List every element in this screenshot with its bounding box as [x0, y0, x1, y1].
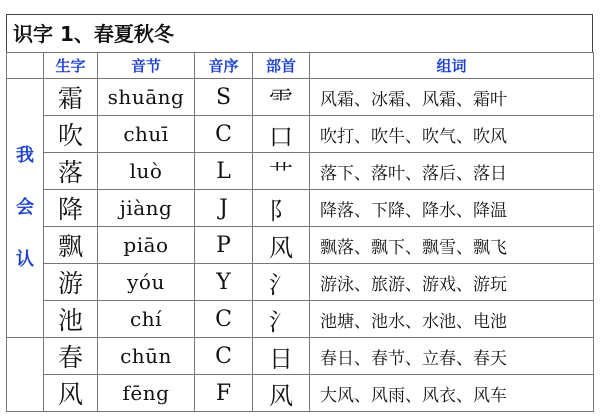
char-cell: 飘	[44, 227, 98, 264]
char-cell: 池	[44, 301, 98, 338]
pinyin-cell: jiàng	[98, 190, 195, 227]
side-label	[7, 79, 44, 338]
char-cell: 落	[44, 153, 98, 190]
char-cell: 风	[44, 375, 98, 412]
words-cell: 游泳、旅游、游戏、游玩	[310, 264, 594, 301]
table-row	[7, 153, 594, 190]
table-row	[7, 264, 594, 301]
words-cell: 池塘、池水、水池、电池	[310, 301, 594, 338]
radical-cell: 风	[253, 375, 310, 412]
table-row	[7, 375, 594, 412]
radical-cell: ⻗	[253, 79, 310, 116]
initial-cell: C	[195, 338, 253, 375]
words-cell: 风霜、冰霜、风霜、霜叶	[310, 79, 594, 116]
table-row	[7, 190, 594, 227]
char-cell: 霜	[44, 79, 98, 116]
character-table	[6, 52, 594, 412]
words-cell: 飘落、飘下、飘雪、飘飞	[310, 227, 594, 264]
words-cell: 吹打、吹牛、吹气、吹风	[310, 116, 594, 153]
table-row	[7, 79, 594, 116]
pinyin-cell: chūn	[98, 338, 195, 375]
side-label-char: 会	[16, 197, 34, 218]
words-cell: 大风、风雨、风衣、风车	[310, 375, 594, 412]
page-title: 识字 1、春夏秋冬	[6, 14, 593, 52]
side-blank	[7, 338, 44, 412]
header-pinyin: 音节	[98, 53, 195, 79]
pinyin-cell: luò	[98, 153, 195, 190]
header-blank	[7, 53, 44, 79]
words-cell: 落下、落叶、落后、落日	[310, 153, 594, 190]
initial-cell: J	[195, 190, 253, 227]
char-cell: 降	[44, 190, 98, 227]
initial-cell: C	[195, 301, 253, 338]
header-order: 音序	[195, 53, 253, 79]
pinyin-cell: piāo	[98, 227, 195, 264]
header-char: 生字	[44, 53, 98, 79]
initial-cell: S	[195, 79, 253, 116]
char-cell: 春	[44, 338, 98, 375]
radical-cell: 阝	[253, 190, 310, 227]
radical-cell: 氵	[253, 264, 310, 301]
header-row	[7, 53, 594, 79]
header-radical: 部首	[253, 53, 310, 79]
radical-cell: 口	[253, 116, 310, 153]
initial-cell: P	[195, 227, 253, 264]
table-row	[7, 338, 594, 375]
radical-cell: 氵	[253, 301, 310, 338]
pinyin-cell: chí	[98, 301, 195, 338]
header-words: 组词	[310, 53, 594, 79]
pinyin-cell: fēng	[98, 375, 195, 412]
table-row	[7, 227, 594, 264]
pinyin-cell: shuāng	[98, 79, 195, 116]
initial-cell: Y	[195, 264, 253, 301]
side-label-char: 认	[16, 249, 34, 270]
radical-cell: 日	[253, 338, 310, 375]
char-cell: 吹	[44, 116, 98, 153]
initial-cell: C	[195, 116, 253, 153]
radical-cell: 风	[253, 227, 310, 264]
table-row	[7, 301, 594, 338]
initial-cell: F	[195, 375, 253, 412]
side-label-char: 我	[16, 145, 34, 166]
pinyin-cell: chuī	[98, 116, 195, 153]
words-cell: 降落、下降、降水、降温	[310, 190, 594, 227]
pinyin-cell: yóu	[98, 264, 195, 301]
initial-cell: L	[195, 153, 253, 190]
table-row	[7, 116, 594, 153]
words-cell: 春日、春节、立春、春天	[310, 338, 594, 375]
radical-cell: 艹	[253, 153, 310, 190]
char-cell: 游	[44, 264, 98, 301]
